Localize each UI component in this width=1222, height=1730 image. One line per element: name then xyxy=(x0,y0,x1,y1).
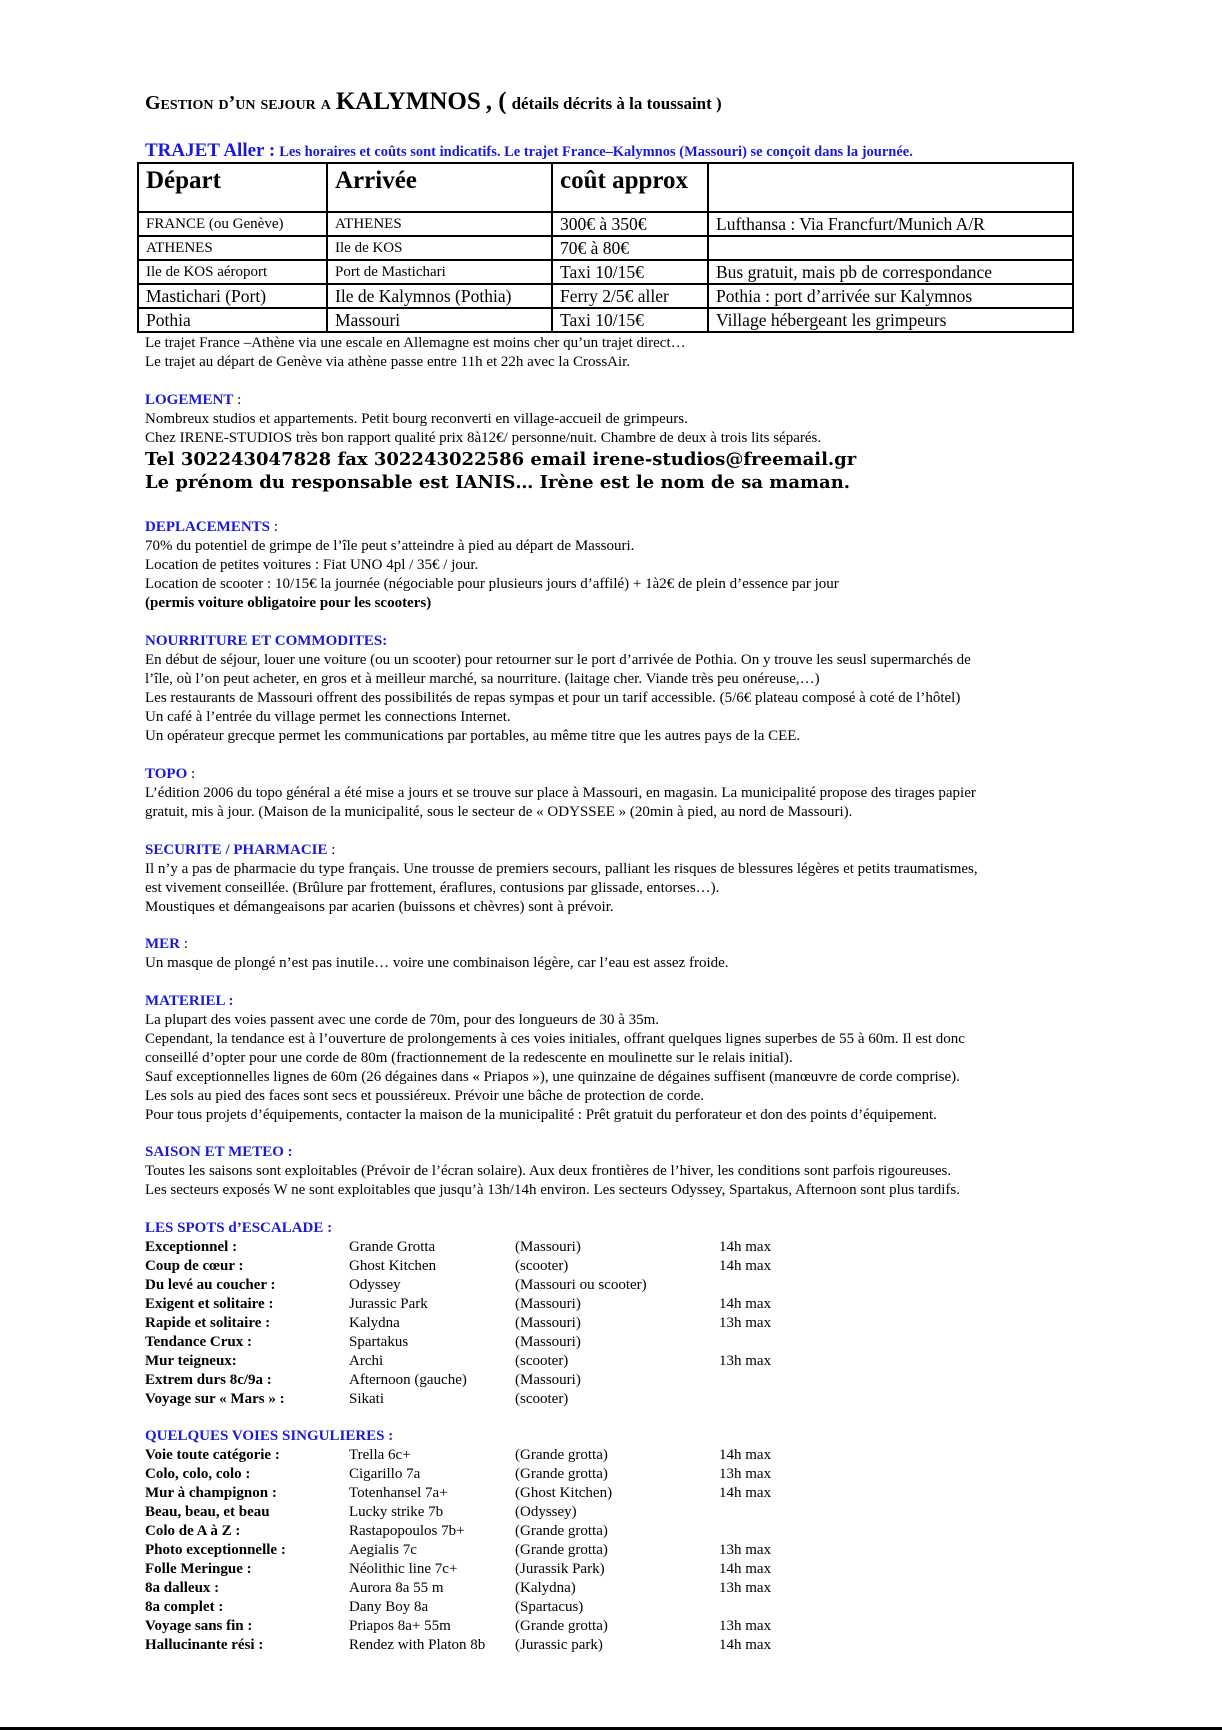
row-sector: (scooter) xyxy=(515,1353,569,1369)
table-cell: Bus gratuit, mais pb de correspondance xyxy=(708,260,1073,284)
list-row xyxy=(145,1541,1065,1560)
section-heading: QUELQUES VOIES SINGULIERES : xyxy=(145,1428,394,1444)
row-route: Dany Boy 8a xyxy=(349,1599,429,1615)
row-sector: (Grande grotta) xyxy=(515,1618,608,1634)
trajet-notes xyxy=(145,334,686,372)
row-sector: (Massouri) xyxy=(515,1296,581,1312)
section-heading: MER xyxy=(145,936,180,952)
row-route: Rendez with Platon 8b xyxy=(349,1637,486,1653)
section-voies xyxy=(145,1427,1065,1655)
table-header xyxy=(708,163,1073,212)
materiel-line: Pour tous projets d’équipements, contacter la maison de la municipalité : Prêt gratuit du perforateur et don des points d’équipement. xyxy=(145,1107,937,1123)
table-cell: Lufthansa : Via Francfurt/Munich A/R xyxy=(708,212,1073,236)
row-route: Trella 6c+ xyxy=(349,1447,411,1463)
row-route: Jurassic Park xyxy=(349,1296,428,1312)
table-cell: Village hébergeant les grimpeurs xyxy=(708,308,1073,332)
materiel-line: Les sols au pied des faces sont secs et poussiéreux. Prévoir une bâche de protection de corde. xyxy=(145,1088,704,1104)
list-row xyxy=(145,1314,1065,1333)
trajet-table xyxy=(137,162,1074,333)
section-heading: NOURRITURE ET COMMODITES xyxy=(145,633,383,649)
materiel-line: Cependant, la tendance est à l’ouverture de prolongements à ces voies initiales, offrant quelques lignes superbes de 55 à 60m. Il est donc xyxy=(145,1031,965,1047)
section-heading: LOGEMENT xyxy=(145,392,234,408)
row-sector: (scooter) xyxy=(515,1258,569,1274)
table-cell: Taxi 10/15€ xyxy=(552,260,708,284)
row-label: Folle Meringue : xyxy=(145,1561,252,1577)
row-route: Aegialis 7c xyxy=(349,1542,417,1558)
nourriture-line: Les restaurants de Massouri offrent des possibilités de repas sympas et pour un tarif accessible. (5/6€ plateau composé à coté de l’hôtel) xyxy=(145,690,961,706)
list-row xyxy=(145,1617,1065,1636)
materiel-line: Sauf exceptionnelles lignes de 60m (26 dégaines dans « Priapos »), une quinzaine de dégaines suffisent (manœuvre de corde comprise). xyxy=(145,1069,960,1085)
list-row xyxy=(145,1276,1065,1295)
row-route: Kalydna xyxy=(349,1315,400,1331)
table-row xyxy=(138,308,1073,332)
trajet-note-line: Le trajet France –Athène via une escale en Allemagne est moins cher qu’un trajet direct… xyxy=(145,335,686,351)
row-sector: (Massouri ou scooter) xyxy=(515,1277,647,1293)
section-heading: LES SPOTS d’ESCALADE : xyxy=(145,1220,333,1236)
table-cell: 300€ à 350€ xyxy=(552,212,708,236)
list-row xyxy=(145,1295,1065,1314)
table-row xyxy=(138,284,1073,308)
topo-line: L’édition 2006 du topo général a été mise a jours et se trouve sur place à Massouri, en magasin. La municipalité propose des tirages papier xyxy=(145,785,976,801)
row-label: Photo exceptionnelle : xyxy=(145,1542,286,1558)
row-sector: (Spartacus) xyxy=(515,1599,584,1615)
topo-line: gratuit, mis à jour. (Maison de la municipalité, sous le secteur de « ODYSSEE » (20min à pied, au nord de Massouri). xyxy=(145,804,853,820)
list-row xyxy=(145,1238,1065,1257)
table-cell: 70€ à 80€ xyxy=(552,236,708,260)
row-route: Priapos 8a+ 55m xyxy=(349,1618,451,1634)
table-cell: Ile de Kalymnos (Pothia) xyxy=(327,284,552,308)
table-cell: ATHENES xyxy=(327,212,552,236)
table-row xyxy=(138,212,1073,236)
table-header: Départ xyxy=(138,163,327,212)
row-label: Exceptionnel : xyxy=(145,1239,238,1255)
row-time: 14h max xyxy=(719,1258,772,1274)
row-sector: (Ghost Kitchen) xyxy=(515,1485,613,1501)
title-separator: , ( xyxy=(485,88,507,115)
table-header-row xyxy=(138,163,1073,212)
trajet-label: TRAJET Aller : xyxy=(145,140,276,161)
row-time: 14h max xyxy=(719,1296,772,1312)
row-sector: (Grande grotta) xyxy=(515,1447,608,1463)
list-row xyxy=(145,1484,1065,1503)
logement-contact: Tel 302243047828 fax 302243022586 email irene-studios@freemail.gr xyxy=(145,449,857,470)
nourriture-line: l’île, où l’on peut acheter, en gros et à meilleur marché, sa nourriture. (laitage cher. Viande très peu onéreuse,…) xyxy=(145,671,820,687)
list-row xyxy=(145,1257,1065,1276)
row-sector: (Grande grotta) xyxy=(515,1523,608,1539)
table-cell: Ile de KOS aéroport xyxy=(138,260,327,284)
row-route: Lucky strike 7b xyxy=(349,1504,444,1520)
section-topo: TOPO : L’édition 2006 du topo général a été mise a jours et se trouve sur place à Massouri, en magasin. La municipalité propose des tirages papier gratuit, mis à jour. (Maison de la municipalité, sous le secteur de « ODYSSEE » (20min à pied, au nord de Massouri). xyxy=(145,765,1065,822)
row-route: Odyssey xyxy=(349,1277,401,1293)
row-label: Beau, beau, et beau xyxy=(145,1504,270,1520)
table-cell: Massouri xyxy=(327,308,552,332)
trajet-note: Les horaires et coûts sont indicatifs. Le trajet France–Kalymnos (Massouri) se conçoit dans la journée. xyxy=(279,144,913,160)
table-cell: Pothia xyxy=(138,308,327,332)
row-label: 8a complet : xyxy=(145,1599,224,1615)
row-route: Grande Grotta xyxy=(349,1239,436,1255)
section-deplacements: DEPLACEMENTS : 70% du potentiel de grimpe de l’île peut s’atteindre à pied au départ de Massouri. Location de petites voitures : Fiat UNO 4pl / 35€ / jour. Location de scooter : 10/15€ la journée (négociable pour plusieurs jours d’affilé) + 1à2€ de plein d’essence par jour (permis voiture obligatoire pour les scooters) xyxy=(145,518,1065,613)
row-route: Cigarillo 7a xyxy=(349,1466,421,1482)
table-row xyxy=(138,236,1073,260)
row-label: Exigent et solitaire : xyxy=(145,1296,274,1312)
row-time: 14h max xyxy=(719,1239,772,1255)
deplacements-line: 70% du potentiel de grimpe de l’île peut s’atteindre à pied au départ de Massouri. xyxy=(145,538,635,554)
list-row xyxy=(145,1598,1065,1617)
list-row xyxy=(145,1579,1065,1598)
section-nourriture: NOURRITURE ET COMMODITES: En début de séjour, louer une voiture (ou un scooter) pour retourner sur le port d’arrivée de Pothia. On y trouve les seusl supermarchés de l’île, où l’on peut acheter, en gros et à meilleur marché, sa nourriture. (laitage cher. Viande très peu onéreuse,…) Les restaurants de Massouri offrent des possibilités de repas sympas et pour un tarif accessible. (5/6€ plateau composé à coté de l’hôtel) Un café à l’entrée du village permet les connections Internet. Un opérateur grecque permet les communications par portables, au même titre que les autres pays de la CEE. xyxy=(145,632,1065,746)
table-cell: Ferry 2/5€ aller xyxy=(552,284,708,308)
table-cell xyxy=(708,236,1073,260)
table-cell: ATHENES xyxy=(138,236,327,260)
row-sector: (Odyssey) xyxy=(515,1504,577,1520)
row-label: Voie toute catégorie : xyxy=(145,1447,280,1463)
table-row xyxy=(138,260,1073,284)
row-route: Spartakus xyxy=(349,1334,409,1350)
row-time: 13h max xyxy=(719,1542,772,1558)
row-route: Archi xyxy=(349,1353,384,1369)
section-materiel xyxy=(145,992,1065,1125)
section-saison xyxy=(145,1143,1065,1200)
row-sector: (Jurassik Park) xyxy=(515,1561,605,1577)
trajet-note-line: Le trajet au départ de Genève via athène passe entre 11h et 22h avec la CrossAir. xyxy=(145,354,631,370)
trajet-heading xyxy=(145,140,913,162)
logement-line: Nombreux studios et appartements. Petit bourg reconverti en village-accueil de grimpeurs. xyxy=(145,411,688,427)
securite-line: est vivement conseillée. (Brûlure par frottement, éraflures, contusions par glissade, entorses…). xyxy=(145,880,720,896)
row-time: 13h max xyxy=(719,1466,772,1482)
row-sector: (Grande grotta) xyxy=(515,1542,608,1558)
row-sector: (Massouri) xyxy=(515,1239,581,1255)
row-sector: (Grande grotta) xyxy=(515,1466,608,1482)
title-prefix: Gestion d’un sejour a xyxy=(145,92,331,114)
list-row xyxy=(145,1636,1065,1655)
row-label: Voyage sans fin : xyxy=(145,1618,253,1634)
row-sector: (Massouri) xyxy=(515,1372,581,1388)
table-header: Arrivée xyxy=(327,163,552,212)
row-time: 14h max xyxy=(719,1485,772,1501)
table-cell: FRANCE (ou Genève) xyxy=(138,212,327,236)
section-heading: SAISON ET METEO : xyxy=(145,1144,293,1160)
row-label: Hallucinante rési : xyxy=(145,1637,264,1653)
row-time: 13h max xyxy=(719,1353,772,1369)
voies-list xyxy=(145,1446,1065,1655)
row-route: Afternoon (gauche) xyxy=(349,1372,467,1388)
section-heading: TOPO xyxy=(145,766,188,782)
table-cell: Port de Mastichari xyxy=(327,260,552,284)
row-time: 13h max xyxy=(719,1580,772,1596)
section-heading: MATERIEL : xyxy=(145,993,234,1009)
row-label: Tendance Crux : xyxy=(145,1334,252,1350)
deplacements-bold-line: (permis voiture obligatoire pour les scooters) xyxy=(145,595,432,611)
row-route: Totenhansel 7a+ xyxy=(349,1485,448,1501)
nourriture-line: Un café à l’entrée du village permet les connections Internet. xyxy=(145,709,511,725)
list-row xyxy=(145,1333,1065,1352)
row-label: Colo de A à Z : xyxy=(145,1523,241,1539)
list-row xyxy=(145,1371,1065,1390)
row-time: 14h max xyxy=(719,1447,772,1463)
section-heading: SECURITE / PHARMACIE xyxy=(145,842,328,858)
title-detail: détails décrits à la toussaint ) xyxy=(511,94,722,113)
row-time: 13h max xyxy=(719,1618,772,1634)
table-cell: Ile de KOS xyxy=(327,236,552,260)
row-label: Mur teigneux: xyxy=(145,1353,237,1369)
row-label: Coup de cœur : xyxy=(145,1258,244,1274)
logement-line: Chez IRENE-STUDIOS très bon rapport qualité prix 8à12€/ personne/nuit. Chambre de deux à trois lits séparés. xyxy=(145,430,822,446)
table-cell: Taxi 10/15€ xyxy=(552,308,708,332)
title-place: KALYMNOS xyxy=(335,88,481,115)
row-sector: (Massouri) xyxy=(515,1315,581,1331)
row-label: 8a dalleux : xyxy=(145,1580,220,1596)
row-label: Rapide et solitaire : xyxy=(145,1315,271,1331)
list-row xyxy=(145,1390,1065,1409)
row-route: Sikati xyxy=(349,1391,385,1407)
row-time: 14h max xyxy=(719,1637,772,1653)
page-title xyxy=(145,88,722,116)
section-spots xyxy=(145,1219,1065,1409)
securite-line: Il n’y a pas de pharmacie du type français. Une trousse de premiers secours, palliant les risques de blessures légères et petits traumatismes, xyxy=(145,861,978,877)
table-cell: Mastichari (Port) xyxy=(138,284,327,308)
list-row xyxy=(145,1522,1065,1541)
list-row xyxy=(145,1465,1065,1484)
row-label: Extrem durs 8c/9a : xyxy=(145,1372,272,1388)
deplacements-line: Location de petites voitures : Fiat UNO 4pl / 35€ / jour. xyxy=(145,557,479,573)
materiel-line: conseillé d’opter pour une corde de 80m (fractionnement de la redescente en moulinette sur le relais initial). xyxy=(145,1050,793,1066)
row-label: Mur à champignon : xyxy=(145,1485,277,1501)
securite-line: Moustiques et démangeaisons par acarien (buissons et chèvres) sont à prévoir. xyxy=(145,899,614,915)
saison-line: Toutes les saisons sont exploitables (Prévoir de l’écran solaire). Aux deux frontières de l’hiver, les conditions sont parfois rigoureuses. xyxy=(145,1163,952,1179)
logement-owner: Le prénom du responsable est IANIS… Irène est le nom de sa maman. xyxy=(145,472,851,493)
section-heading: DEPLACEMENTS xyxy=(145,519,271,535)
section-logement: LOGEMENT : Nombreux studios et appartements. Petit bourg reconverti en village-accueil de grimpeurs. Chez IRENE-STUDIOS très bon rapport qualité prix 8à12€/ personne/nuit. Chambre de deux à trois lits séparés. Tel 302243047828 fax 302243022586 email irene-studios@freemail.gr Le prénom du responsable est IANIS… Irène est le nom de sa maman. xyxy=(145,391,1065,494)
row-sector: (Jurassic park) xyxy=(515,1637,603,1653)
spots-list xyxy=(145,1238,1065,1409)
section-securite: SECURITE / PHARMACIE : Il n’y a pas de pharmacie du type français. Une trousse de premiers secours, palliant les risques de blessures légères et petits traumatismes, est vivement conseillée. (Brûlure par frottement, éraflures, contusions par glissade, entorses…). Moustiques et démangeaisons par acarien (buissons et chèvres) sont à prévoir. xyxy=(145,841,1065,917)
row-route: Ghost Kitchen xyxy=(349,1258,437,1274)
row-label: Colo, colo, colo : xyxy=(145,1466,251,1482)
row-time: 14h max xyxy=(719,1561,772,1577)
list-row xyxy=(145,1446,1065,1465)
materiel-line: La plupart des voies passent avec une corde de 70m, pour des longueurs de 30 à 35m. xyxy=(145,1012,660,1028)
nourriture-line: En début de séjour, louer une voiture (ou un scooter) pour retourner sur le port d’arrivée de Pothia. On y trouve les seusl supermarchés de xyxy=(145,652,971,668)
list-row xyxy=(145,1560,1065,1579)
row-label: Du levé au coucher : xyxy=(145,1277,276,1293)
row-sector: (Massouri) xyxy=(515,1334,581,1350)
row-route: Néolithic line 7c+ xyxy=(349,1561,458,1577)
saison-line: Les secteurs exposés W ne sont exploitables que jusqu’à 13h/14h environ. Les secteurs Odyssey, Spartakus, Afternoon sont plus tardifs. xyxy=(145,1182,960,1198)
deplacements-line: Location de scooter : 10/15€ la journée (négociable pour plusieurs jours d’affilé) + 1à2€ de plein d’essence par jour xyxy=(145,576,839,592)
list-row xyxy=(145,1352,1065,1371)
row-sector: (scooter) xyxy=(515,1391,569,1407)
row-time: 13h max xyxy=(719,1315,772,1331)
nourriture-line: Un opérateur grecque permet les communications par portables, au même titre que les autres pays de la CEE. xyxy=(145,728,801,744)
row-route: Aurora 8a 55 m xyxy=(349,1580,444,1596)
row-route: Rastapopoulos 7b+ xyxy=(349,1523,465,1539)
row-sector: (Kalydna) xyxy=(515,1580,576,1596)
list-row xyxy=(145,1503,1065,1522)
table-header: coût approx xyxy=(552,163,708,212)
table-cell: Pothia : port d’arrivée sur Kalymnos xyxy=(708,284,1073,308)
row-label: Voyage sur « Mars » : xyxy=(145,1391,285,1407)
mer-line: Un masque de plongé n’est pas inutile… voire une combinaison légère, car l’eau est assez froide. xyxy=(145,955,729,971)
section-mer: MER : Un masque de plongé n’est pas inutile… voire une combinaison légère, car l’eau est assez froide. xyxy=(145,935,1065,973)
